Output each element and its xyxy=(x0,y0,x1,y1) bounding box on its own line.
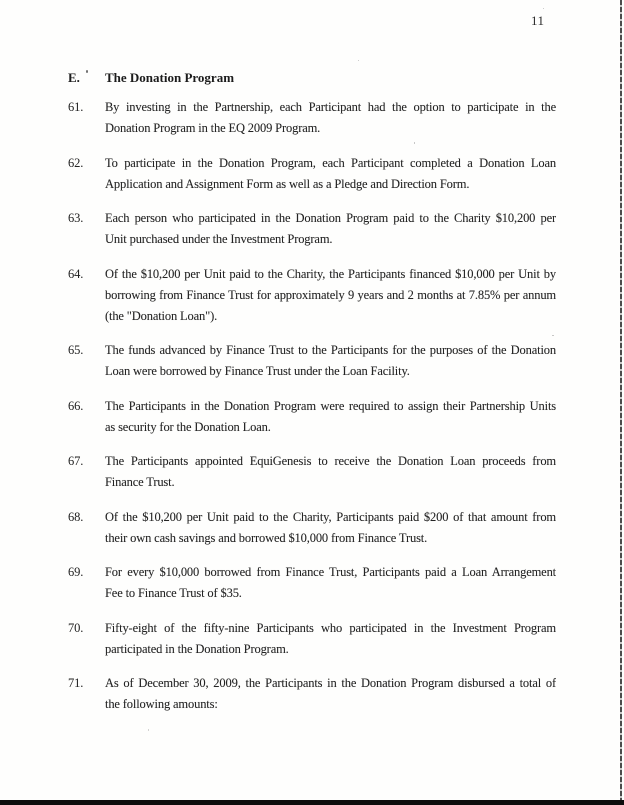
paragraph-number: 69. xyxy=(68,565,84,579)
document-body xyxy=(68,67,556,729)
paragraph-text xyxy=(105,618,556,660)
scan-speck xyxy=(543,8,544,9)
paragraph-line: Fee to Finance Trust of $35. xyxy=(105,586,242,600)
paragraph-line: The funds advanced by Finance Trust to the Participants for the purposes of the Donation xyxy=(105,343,556,357)
paragraph-text xyxy=(105,97,556,139)
paragraph-line: Donation Program in the EQ 2009 Program. xyxy=(105,121,321,135)
paragraph xyxy=(68,451,556,493)
paragraph-line: Loan were borrowed by Finance Trust under the Loan Facility. xyxy=(105,364,410,378)
paragraph xyxy=(68,618,556,660)
paragraph-line: The Participants in the Donation Program were required to assign their Partnership Units xyxy=(105,398,556,413)
paragraph-text xyxy=(105,451,556,493)
paragraph-line: By investing in the Partnership, each Participant had the option to participate in the xyxy=(105,100,556,114)
paragraph-number: 66. xyxy=(68,398,84,413)
paragraph-text xyxy=(105,673,556,715)
scan-speck xyxy=(358,60,359,61)
paragraph-number: 63. xyxy=(68,211,84,225)
paragraph xyxy=(68,340,556,382)
section-letter: E. xyxy=(68,70,80,85)
paragraph-line: As of December 30, 2009, the Participants in the Donation Program disbursed a total of xyxy=(105,676,556,690)
paragraph-number: 68. xyxy=(68,509,84,524)
paragraph-line: the following amounts: xyxy=(105,697,218,711)
scan-speck xyxy=(86,70,88,73)
paragraph xyxy=(68,264,556,327)
scan-speck xyxy=(552,335,554,336)
paragraph-number: 71. xyxy=(68,676,84,690)
paragraph-line: The Participants appointed EquiGenesis to receive the Donation Loan proceeds from xyxy=(105,454,556,468)
paragraph xyxy=(68,153,556,195)
paragraph-line: Of the $10,200 per Unit paid to the Charity, Participants paid $200 of that amount from xyxy=(105,509,556,524)
scan-speck xyxy=(414,142,415,144)
paragraph-text xyxy=(105,340,556,382)
paragraph-line: their own cash savings and borrowed $10,000 from Finance Trust. xyxy=(105,530,428,545)
paragraph-line: To participate in the Donation Program, each Participant completed a Donation Loan xyxy=(105,155,556,170)
page-number: 11 xyxy=(531,13,545,28)
paragraph-number: 64. xyxy=(68,266,84,281)
paragraph-text xyxy=(105,396,556,438)
paragraph-line: Application and Assignment Form as well as a Pledge and Direction Form. xyxy=(105,176,470,191)
paragraph-line: Unit purchased under the Investment Program. xyxy=(105,232,333,246)
paragraph-line: Finance Trust. xyxy=(105,475,175,489)
paragraph-line: Fifty-eight of the fifty-nine Participants who participated in the Investment Program xyxy=(105,620,556,635)
paragraph xyxy=(68,396,556,438)
paragraph-text xyxy=(105,507,556,549)
scan-edge-artifact xyxy=(620,0,622,805)
paragraph xyxy=(68,673,556,715)
paragraph xyxy=(68,208,556,250)
paragraph-text xyxy=(105,153,556,195)
paragraph-line: Of the $10,200 per Unit paid to the Charity, the Participants financed $10,000 per Unit by xyxy=(105,266,556,281)
paragraph-number: 67. xyxy=(68,454,84,468)
paragraph xyxy=(68,507,556,549)
section-title: The Donation Program xyxy=(105,70,235,85)
paragraph-number: 62. xyxy=(68,155,84,170)
section-heading xyxy=(68,67,556,88)
scan-speck xyxy=(148,729,149,731)
paragraph-line: Each person who participated in the Donation Program paid to the Charity $10,200 per xyxy=(105,211,556,225)
paragraph xyxy=(68,97,556,139)
paragraph-line: (the "Donation Loan"). xyxy=(105,308,218,323)
scan-bottom-bar-artifact xyxy=(0,800,624,805)
paragraph-text xyxy=(105,562,556,604)
paragraph-list xyxy=(68,97,556,715)
paragraph-number: 70. xyxy=(68,620,84,635)
paragraph-text xyxy=(105,208,556,250)
paragraph xyxy=(68,562,556,604)
paragraph-line: participated in the Donation Program. xyxy=(105,641,289,656)
paragraph-line: borrowing from Finance Trust for approximately 9 years and 2 months at 7.85% per annum xyxy=(105,287,556,302)
paragraph-number: 65. xyxy=(68,343,84,357)
paragraph-text xyxy=(105,264,556,327)
paragraph-number: 61. xyxy=(68,100,84,114)
paragraph-line: For every $10,000 borrowed from Finance Trust, Participants paid a Loan Arrangement xyxy=(105,565,556,579)
paragraph-line: as security for the Donation Loan. xyxy=(105,419,271,434)
